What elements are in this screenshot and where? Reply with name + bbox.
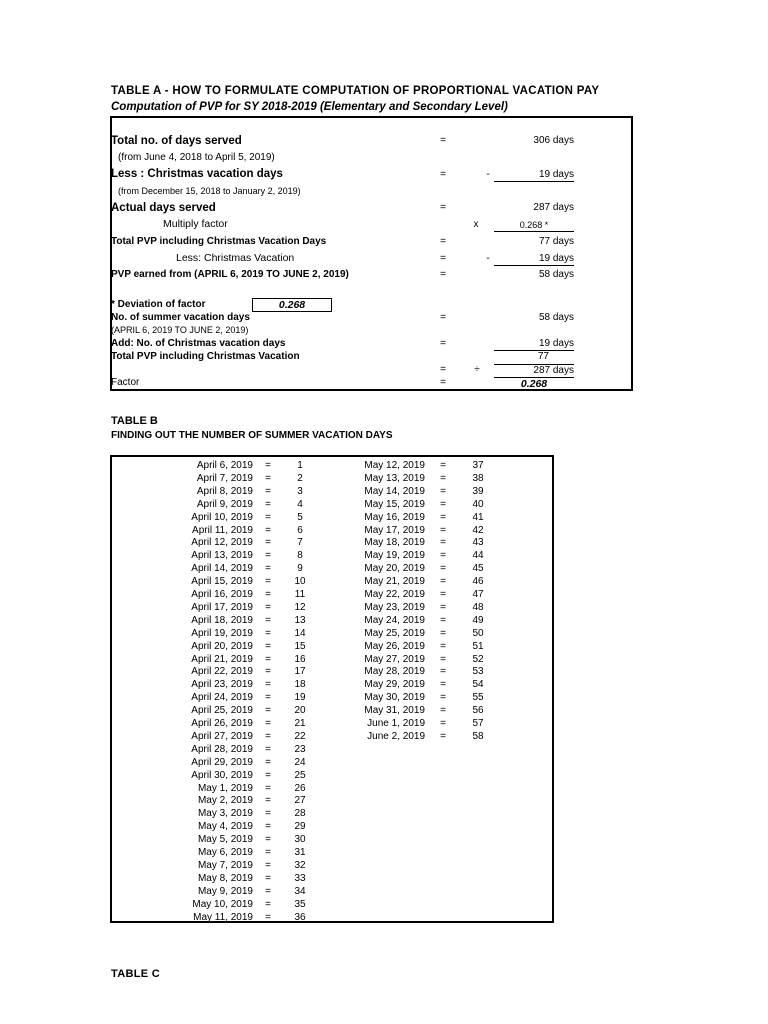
row-date: May 9, 2019 [197, 885, 253, 897]
row-eq: = [265, 666, 271, 678]
row-eq: = [265, 460, 271, 471]
row-number: 44 [472, 550, 484, 562]
row-eq: = [265, 498, 271, 510]
row-date: April 30, 2019 [191, 769, 253, 781]
row-eq: = [265, 679, 271, 691]
row-eq: = [440, 576, 446, 588]
row-eq: = [265, 911, 271, 923]
row-number: 47 [472, 589, 484, 600]
row-date: April 21, 2019 [191, 653, 253, 665]
row-date: May 22, 2019 [364, 589, 425, 600]
summer-eq: = [440, 312, 446, 323]
row-number: 24 [294, 756, 306, 768]
row-eq: = [265, 589, 271, 600]
table-row [112, 601, 552, 614]
row-number: 26 [294, 782, 306, 794]
row-number: 43 [472, 537, 484, 549]
row-eq: = [265, 885, 271, 897]
row-date: June 2, 2019 [367, 730, 425, 742]
total-days-eq: = [440, 135, 446, 146]
table-b-box [110, 455, 554, 923]
less-note: (from December 15, 2018 to January 2, 2019) [118, 186, 301, 196]
row-number: 12 [294, 601, 306, 613]
row-date: April 8, 2019 [196, 485, 253, 497]
row-eq: = [440, 705, 446, 717]
table-row [112, 743, 552, 756]
row-number: 53 [472, 666, 484, 678]
row-number: 28 [294, 808, 306, 820]
row-number: 7 [297, 537, 303, 549]
row-number: 1 [297, 460, 303, 471]
table-row [112, 885, 552, 898]
row-number: 6 [297, 524, 303, 536]
row-number: 40 [472, 498, 484, 510]
row-date: April 28, 2019 [191, 743, 253, 755]
pvp-earned-label: PVP earned from (APRIL 6, 2019 TO JUNE 2, 2019) [111, 269, 349, 280]
row-eq: = [440, 498, 446, 510]
multiply-value: 0.268 * [494, 219, 574, 232]
row-date: May 7, 2019 [197, 859, 253, 871]
deviation-value: 0.268 [252, 298, 332, 312]
row-eq: = [265, 705, 271, 717]
total-days-label: Total no. of days served [111, 135, 242, 147]
add-label: Add: No. of Christmas vacation days [111, 338, 286, 349]
deviation-label: * Deviation of factor [111, 299, 206, 310]
total-incl-value: 77 [537, 351, 549, 362]
row-eq: = [440, 640, 446, 652]
row-eq: = [265, 472, 271, 484]
row-number: 49 [472, 614, 484, 626]
row-date: May 15, 2019 [364, 498, 425, 510]
less-xmas-op: - [486, 253, 490, 264]
row-date: April 20, 2019 [191, 640, 253, 652]
actual-eq: = [440, 202, 446, 213]
table-row [112, 459, 552, 472]
table-row [112, 536, 552, 549]
row-date: May 6, 2019 [197, 847, 253, 858]
factor-label: Factor [111, 377, 140, 388]
summer-note: (APRIL 6, 2019 TO JUNE 2, 2019) [111, 325, 249, 335]
row-number: 38 [472, 472, 484, 484]
row-number: 21 [294, 718, 306, 729]
row-eq: = [440, 511, 446, 523]
row-eq: = [265, 718, 271, 729]
row-date: April 25, 2019 [191, 705, 253, 717]
table-row [112, 872, 552, 885]
row-number: 39 [472, 485, 484, 497]
add-value: 19 days [494, 338, 574, 351]
row-number: 20 [294, 705, 306, 717]
row-number: 10 [294, 576, 306, 588]
table-a-subtitle: Computation of PVP for SY 2018-2019 (Elementary and Secondary Level) [111, 101, 508, 113]
row-date: May 5, 2019 [197, 834, 253, 846]
total-days-value: 306 days [533, 135, 574, 146]
row-eq: = [265, 653, 271, 665]
row-eq: = [265, 743, 271, 755]
table-c-title: TABLE C [111, 968, 160, 980]
row-date: May 2, 2019 [197, 795, 253, 807]
row-date: May 3, 2019 [197, 808, 253, 820]
row-number: 9 [297, 563, 303, 575]
row-date: May 14, 2019 [364, 485, 425, 497]
row-eq: = [265, 898, 271, 910]
row-date: April 9, 2019 [196, 498, 253, 510]
row-number: 22 [294, 730, 306, 742]
row-date: May 16, 2019 [364, 511, 425, 523]
row-number: 27 [294, 795, 306, 807]
row-number: 36 [294, 911, 306, 923]
table-row [112, 472, 552, 485]
table-row [112, 704, 552, 717]
row-eq: = [440, 460, 446, 471]
row-eq: = [265, 576, 271, 588]
row-eq: = [440, 627, 446, 639]
row-date: May 20, 2019 [364, 563, 425, 575]
table-row [112, 588, 552, 601]
row-eq: = [440, 472, 446, 484]
row-number: 2 [297, 472, 303, 484]
row-eq: = [440, 589, 446, 600]
row-eq: = [265, 524, 271, 536]
table-row [112, 846, 552, 859]
row-date: May 24, 2019 [364, 614, 425, 626]
row-eq: = [440, 666, 446, 678]
table-row [112, 833, 552, 846]
row-date: April 19, 2019 [191, 627, 253, 639]
row-number: 55 [472, 692, 484, 704]
row-date: May 31, 2019 [364, 705, 425, 717]
row-date: May 17, 2019 [364, 524, 425, 536]
table-row [112, 549, 552, 562]
row-number: 42 [472, 524, 484, 536]
total-days-note: (from June 4, 2018 to April 5, 2019) [118, 152, 275, 163]
divide-op: ÷ [474, 364, 480, 375]
row-number: 11 [294, 589, 306, 600]
row-number: 51 [472, 640, 484, 652]
divide-value: 287 days [494, 364, 574, 378]
row-eq: = [265, 563, 271, 575]
summer-value: 58 days [538, 312, 574, 323]
summer-label: No. of summer vacation days [111, 312, 250, 323]
row-date: April 26, 2019 [191, 718, 253, 729]
row-eq: = [265, 550, 271, 562]
row-date: April 22, 2019 [191, 666, 253, 678]
row-eq: = [265, 859, 271, 871]
row-number: 37 [472, 460, 484, 471]
row-date: April 18, 2019 [191, 614, 253, 626]
row-eq: = [265, 847, 271, 858]
row-number: 13 [294, 614, 306, 626]
table-row [112, 498, 552, 511]
row-number: 35 [294, 898, 306, 910]
multiply-label: Multiply factor [163, 218, 228, 230]
table-row [112, 562, 552, 575]
row-number: 34 [294, 885, 306, 897]
table-row [112, 485, 552, 498]
row-date: May 23, 2019 [364, 601, 425, 613]
row-eq: = [265, 640, 271, 652]
row-date: June 1, 2019 [367, 718, 425, 729]
row-number: 54 [472, 679, 484, 691]
row-date: May 11, 2019 [193, 911, 253, 923]
row-number: 15 [294, 640, 306, 652]
row-eq: = [440, 653, 446, 665]
table-row [112, 898, 552, 911]
table-row [112, 691, 552, 704]
row-eq: = [265, 769, 271, 781]
total-incl-label: Total PVP including Christmas Vacation [111, 351, 300, 362]
pvp-earned-eq: = [440, 269, 446, 280]
row-date: May 18, 2019 [364, 537, 425, 549]
divide-eq: = [440, 364, 446, 375]
row-eq: = [265, 872, 271, 884]
row-date: May 4, 2019 [197, 821, 253, 833]
row-date: May 21, 2019 [364, 576, 425, 588]
table-row [112, 769, 552, 782]
row-eq: = [265, 627, 271, 639]
less-xmas-eq: = [440, 253, 446, 264]
row-number: 25 [294, 769, 306, 781]
table-row [112, 627, 552, 640]
table-row [112, 807, 552, 820]
table-row [112, 653, 552, 666]
row-date: May 30, 2019 [364, 692, 425, 704]
row-number: 23 [294, 743, 306, 755]
table-b-title: TABLE B [111, 415, 158, 427]
table-row [112, 756, 552, 769]
row-date: April 17, 2019 [191, 601, 253, 613]
row-eq: = [440, 550, 446, 562]
row-eq: = [265, 782, 271, 794]
row-eq: = [440, 692, 446, 704]
total-pvp-eq: = [440, 236, 446, 247]
table-a-title: TABLE A - HOW TO FORMULATE COMPUTATION OF PROPORTIONAL VACATION PAY [111, 85, 600, 97]
row-number: 58 [472, 730, 484, 742]
row-number: 18 [294, 679, 306, 691]
actual-value: 287 days [533, 202, 574, 213]
row-eq: = [440, 485, 446, 497]
row-eq: = [440, 679, 446, 691]
row-number: 46 [472, 576, 484, 588]
row-date: April 7, 2019 [196, 472, 253, 484]
row-number: 30 [294, 834, 306, 846]
row-date: May 29, 2019 [364, 679, 425, 691]
row-number: 16 [294, 653, 306, 665]
row-number: 14 [294, 627, 306, 639]
row-date: April 23, 2019 [191, 679, 253, 691]
row-number: 32 [294, 859, 306, 871]
row-number: 5 [297, 511, 303, 523]
row-number: 8 [297, 550, 303, 562]
row-eq: = [440, 537, 446, 549]
row-date: May 10, 2019 [192, 898, 253, 910]
row-date: May 8, 2019 [197, 872, 253, 884]
row-number: 29 [294, 821, 306, 833]
row-eq: = [265, 692, 271, 704]
row-eq: = [265, 537, 271, 549]
row-eq: = [265, 756, 271, 768]
row-date: April 24, 2019 [191, 692, 253, 704]
row-date: April 11, 2019 [192, 524, 253, 536]
table-row [112, 717, 552, 730]
table-row [112, 524, 552, 537]
table-row [112, 640, 552, 653]
less-eq: = [440, 169, 446, 180]
row-number: 31 [294, 847, 306, 858]
row-date: April 27, 2019 [191, 730, 253, 742]
total-pvp-value: 77 days [538, 236, 574, 247]
table-row [112, 678, 552, 691]
row-date: April 29, 2019 [191, 756, 253, 768]
row-date: May 25, 2019 [364, 627, 425, 639]
row-eq: = [265, 730, 271, 742]
factor-value: 0.268 [494, 377, 574, 390]
add-eq: = [440, 338, 446, 349]
less-label: Less : Christmas vacation days [111, 168, 283, 180]
row-eq: = [265, 601, 271, 613]
row-eq: = [265, 511, 271, 523]
row-date: May 27, 2019 [364, 653, 425, 665]
row-number: 19 [294, 692, 306, 704]
less-op: - [486, 169, 490, 180]
total-pvp-label: Total PVP including Christmas Vacation Days [111, 236, 327, 247]
row-date: May 26, 2019 [364, 640, 425, 652]
row-number: 48 [472, 601, 484, 613]
row-number: 17 [294, 666, 306, 678]
less-value: 19 days [494, 169, 574, 182]
row-date: May 19, 2019 [364, 550, 425, 562]
row-eq: = [265, 614, 271, 626]
row-date: April 6, 2019 [196, 460, 253, 471]
table-row [112, 730, 552, 743]
row-date: April 12, 2019 [191, 537, 253, 549]
row-eq: = [265, 795, 271, 807]
row-date: May 1, 2019 [197, 782, 253, 794]
row-date: May 28, 2019 [364, 666, 425, 678]
row-number: 3 [297, 485, 303, 497]
row-number: 45 [472, 563, 484, 575]
row-eq: = [440, 718, 446, 729]
table-row [112, 859, 552, 872]
row-eq: = [440, 730, 446, 742]
factor-eq: = [440, 377, 446, 388]
table-row [112, 911, 552, 924]
row-eq: = [440, 614, 446, 626]
row-eq: = [265, 808, 271, 820]
pvp-earned-value: 58 days [538, 269, 574, 280]
table-b-subtitle: FINDING OUT THE NUMBER OF SUMMER VACATION DAYS [111, 430, 393, 441]
row-number: 41 [472, 511, 484, 523]
row-eq: = [440, 601, 446, 613]
row-number: 52 [472, 653, 484, 665]
row-number: 4 [297, 498, 303, 510]
row-number: 33 [294, 872, 306, 884]
row-eq: = [265, 485, 271, 497]
actual-label: Actual days served [111, 202, 216, 214]
row-date: April 15, 2019 [191, 576, 253, 588]
row-eq: = [440, 524, 446, 536]
multiply-op: x [473, 219, 479, 230]
row-date: April 10, 2019 [191, 511, 253, 523]
row-number: 50 [472, 627, 484, 639]
table-row [112, 665, 552, 678]
row-date: April 13, 2019 [191, 550, 253, 562]
table-row [112, 782, 552, 795]
row-date: May 13, 2019 [364, 472, 425, 484]
table-row [112, 820, 552, 833]
row-eq: = [265, 821, 271, 833]
row-date: April 16, 2019 [191, 589, 253, 600]
table-row [112, 794, 552, 807]
row-number: 56 [472, 705, 484, 717]
table-row [112, 575, 552, 588]
less-xmas-label: Less: Christmas Vacation [176, 252, 295, 264]
row-date: May 12, 2019 [364, 460, 425, 471]
less-xmas-value: 19 days [494, 253, 574, 266]
table-row [112, 511, 552, 524]
table-row [112, 614, 552, 627]
row-date: April 14, 2019 [191, 563, 253, 575]
row-number: 57 [472, 718, 484, 729]
row-eq: = [265, 834, 271, 846]
row-eq: = [440, 563, 446, 575]
